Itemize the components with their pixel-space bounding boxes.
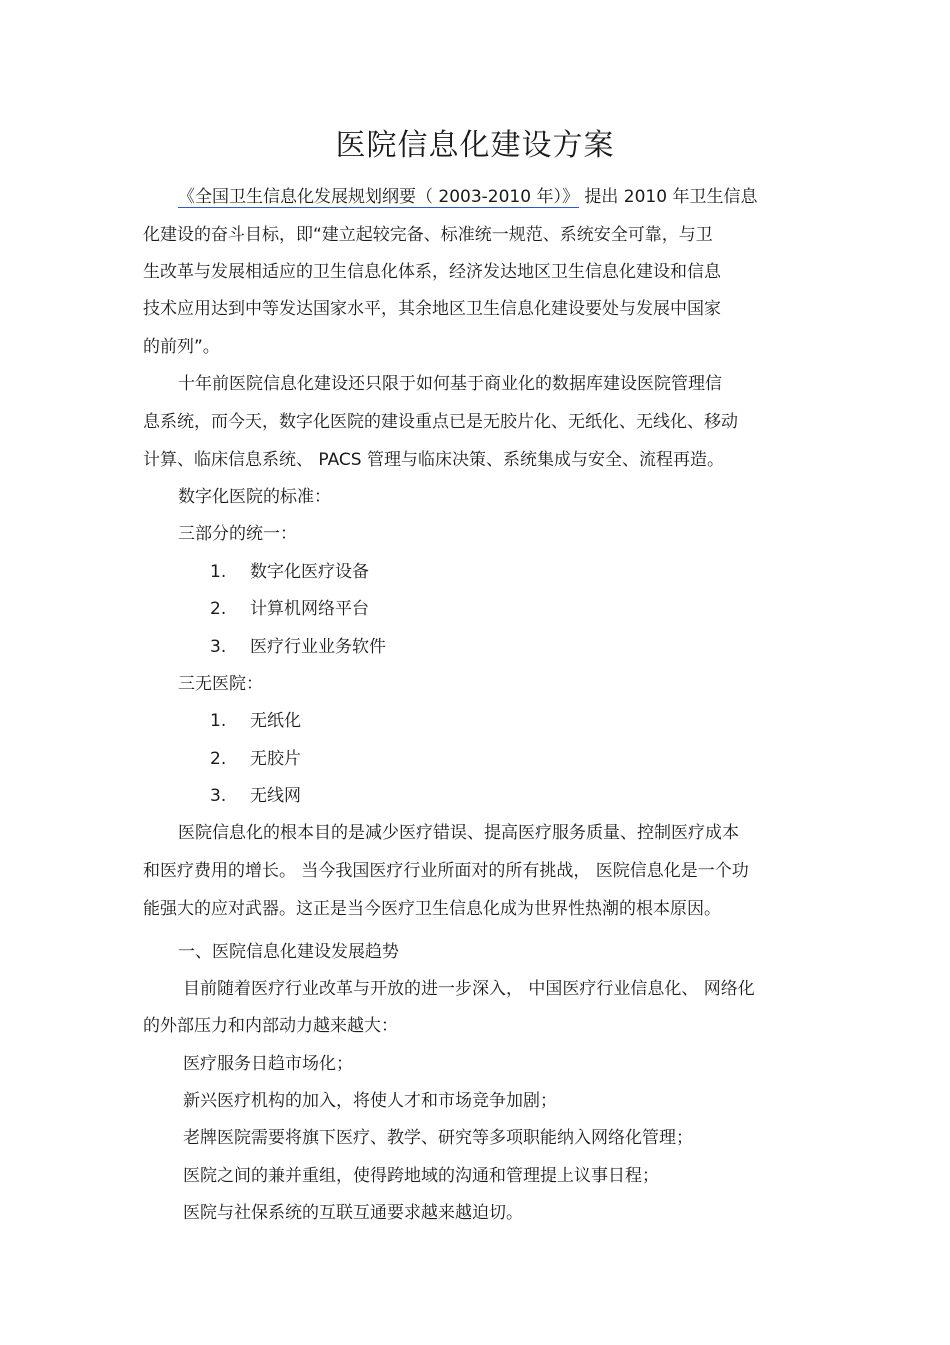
list-item-number: 2. (210, 599, 227, 619)
paragraph-1-line-5: 的前列”。 (143, 337, 220, 357)
list-item-text: 计算机网络平台 (250, 599, 369, 619)
list-item-text: 无线网 (250, 786, 301, 806)
paragraph-3-line-1: 医院信息化的根本目的是减少医疗错误、提高医疗服务质量、控制医疗成本 (178, 823, 739, 843)
list-item-number: 2. (210, 749, 227, 769)
section-1-heading: 一、医院信息化建设发展趋势 (178, 942, 399, 962)
list-item-number: 1. (210, 711, 227, 731)
list-item-text: 无纸化 (250, 711, 301, 731)
trend-item: 医疗服务日趋市场化； (183, 1054, 353, 1074)
list-item (210, 636, 386, 658)
paragraph-1-line-1 (178, 186, 757, 208)
list-item (210, 710, 301, 732)
paragraph-1-line-3: 生改革与发展相适应的卫生信息化体系，经济发达地区卫生信息化建设和信息 (143, 262, 721, 282)
list-item (210, 561, 369, 583)
paragraph-2-line-1: 十年前医院信息化建设还只限于如何基于商业化的数据库建设医院管理信 (178, 374, 722, 394)
paragraph-2-line-2: 息系统，而今天，数字化医院的建设重点已是无胶片化、无纸化、无线化、移动 (143, 412, 738, 432)
paragraph-1-line-1-text: 提出 2010 年卫生信息 (578, 187, 758, 207)
list-item-text: 无胶片 (250, 749, 301, 769)
list-item (210, 785, 301, 807)
list-item-number: 1. (210, 562, 227, 582)
trend-item: 新兴医疗机构的加入，将使人才和市场竞争加剧； (183, 1091, 557, 1111)
paragraph-3-line-2: 和医疗费用的增长。 当今我国医疗行业所面对的所有挑战， 医院信息化是一个功 (143, 861, 749, 881)
three-unify-heading: 三部分的统一： (178, 524, 297, 544)
list-item-text: 数字化医疗设备 (250, 562, 369, 582)
trend-item: 老牌医院需要将旗下医疗、教学、研究等多项职能纳入网络化管理； (183, 1128, 693, 1148)
plan-reference-link[interactable]: 《全国卫生信息化发展规划纲要（ 2003-2010 年）》 (178, 187, 579, 207)
list-item-number: 3. (210, 637, 227, 657)
standard-heading: 数字化医院的标准： (178, 487, 331, 507)
three-none-heading: 三无医院： (178, 674, 263, 694)
paragraph-4-line-2: 的外部压力和内部动力越来越大： (143, 1016, 398, 1036)
paragraph-4-line-1: 目前随着医疗行业改革与开放的进一步深入， 中国医疗行业信息化、 网络化 (183, 979, 755, 999)
list-item (210, 748, 301, 770)
paragraph-2-line-3: 计算、临床信息系统、 PACS 管理与临床决策、系统集成与安全、流程再造。 (143, 450, 724, 470)
paragraph-1-line-4: 技术应用达到中等发达国家水平，其余地区卫生信息化建设要处与发展中国家 (143, 299, 721, 319)
paragraph-1-line-2: 化建设的奋斗目标，即“建立起较完备、标准统一规范、系统安全可靠，与卫 (143, 225, 713, 245)
list-item-number: 3. (210, 786, 227, 806)
paragraph-3-line-3: 能强大的应对武器。这正是当今医疗卫生信息化成为世界性热潮的根本原因。 (143, 899, 721, 919)
trend-item: 医院与社保系统的互联互通要求越来越迫切。 (183, 1203, 523, 1223)
list-item-text: 医疗行业业务软件 (250, 637, 386, 657)
document-title: 医院信息化建设方案 (335, 128, 615, 163)
trend-item: 医院之间的兼并重组，使得跨地域的沟通和管理提上议事日程； (183, 1166, 659, 1186)
list-item (210, 598, 369, 620)
